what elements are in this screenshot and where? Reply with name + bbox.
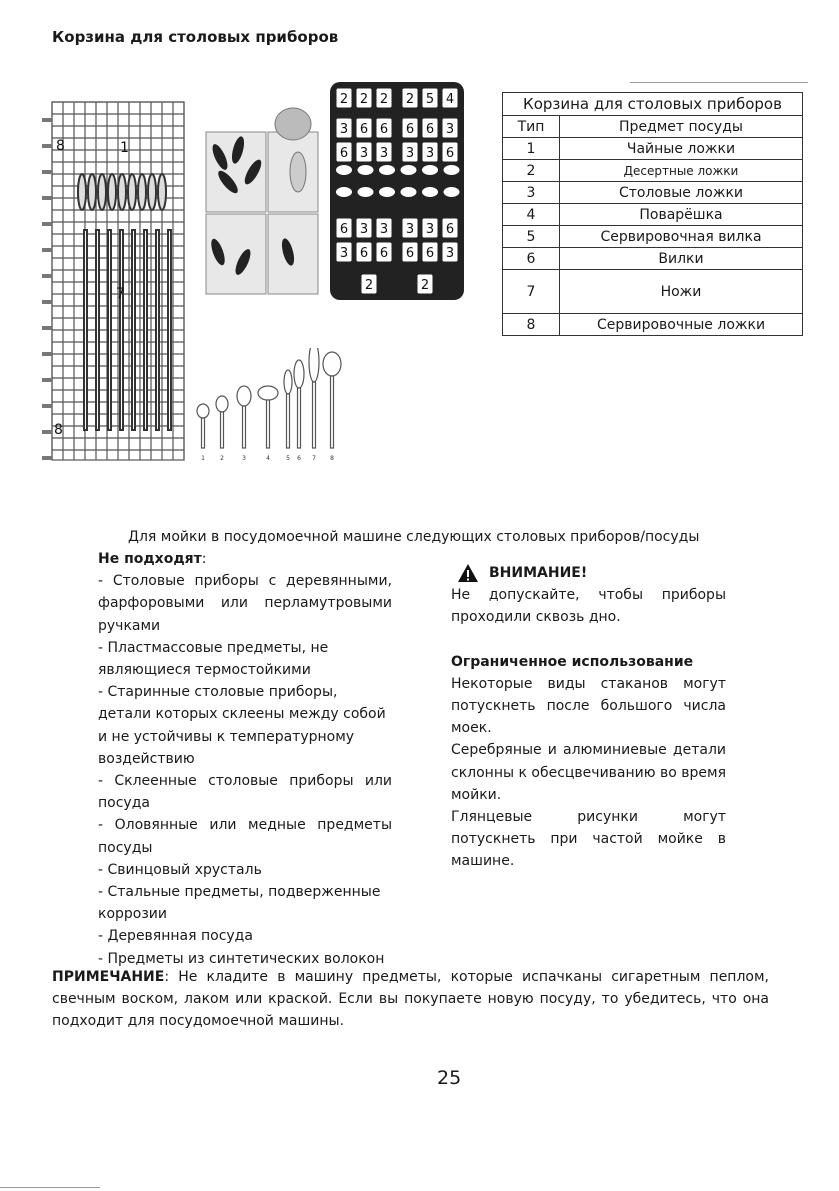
- basket-knife: [132, 230, 135, 430]
- basket-plate: [88, 174, 96, 210]
- basket-plate: [98, 174, 106, 210]
- cutlery-number: 1: [201, 455, 205, 462]
- basket-hook: [42, 378, 52, 382]
- section-title: Корзина для столовых приборов: [52, 28, 339, 46]
- table-row: [503, 270, 803, 314]
- basket-plate: [78, 174, 86, 210]
- limited-use-title: Ограниченное использование: [451, 653, 694, 670]
- heading-colon: :: [201, 551, 207, 567]
- tray-hole: [422, 187, 438, 197]
- tray-slot-label: 3: [379, 222, 389, 237]
- tray-slot-label: 5: [425, 92, 435, 107]
- limited-paragraph: Некоторые виды стаканов могут потускнеть после большого числа моек.: [451, 675, 726, 737]
- cell-type: 5: [503, 226, 560, 248]
- basket-grid-drawing: [40, 100, 190, 465]
- cell-item: Десертные ложки: [560, 160, 803, 182]
- basket-label-7: 7: [116, 286, 125, 302]
- cutlery-number: 3: [242, 455, 246, 462]
- basket-hook: [42, 404, 52, 408]
- cell-item: Чайные ложки: [560, 138, 803, 160]
- basket-label-1: 1: [120, 140, 129, 156]
- list-item: - Старинные столовые приборы, детали которых склеены между собой и не устойчивы к температурному воздействию: [98, 684, 386, 767]
- tray-hole: [379, 187, 395, 197]
- list-item: - Свинцовый хрусталь: [98, 861, 262, 878]
- basket-plate: [128, 174, 136, 210]
- tray-slot-label: 3: [405, 222, 415, 237]
- cutlery-table: [502, 92, 803, 336]
- list-item: - Пластмассовые предметы, не являющиеся термостойкими: [98, 639, 329, 679]
- table-row: [503, 226, 803, 248]
- tray-slot-label: 3: [359, 146, 369, 161]
- tray-slot-label: 6: [379, 246, 389, 261]
- tray-slot-label: 4: [445, 92, 455, 107]
- tray-hole: [444, 187, 460, 197]
- basket-hook: [42, 144, 52, 148]
- basket-knife: [168, 230, 171, 430]
- tray-hole: [401, 187, 417, 197]
- cell-item: Столовые ложки: [560, 182, 803, 204]
- tray-hole: [379, 165, 395, 175]
- tray-hole: [401, 165, 417, 175]
- basket-plate: [158, 174, 166, 210]
- basket-hook: [42, 300, 52, 304]
- cutlery-item: [294, 360, 304, 448]
- basket-illustration: [40, 100, 190, 465]
- tray-slot-label: 6: [445, 222, 455, 237]
- tray-slot-label: 2: [420, 278, 430, 293]
- basket-hook: [42, 196, 52, 200]
- tray-slot-label: 2: [364, 278, 374, 293]
- tray-slot-label: 3: [445, 246, 455, 261]
- tray-slot-label: 6: [359, 246, 369, 261]
- cutlery-types-illustration: [192, 348, 342, 466]
- basket-knife: [84, 230, 87, 430]
- cell-type: 7: [503, 270, 560, 314]
- page-number: 25: [437, 1067, 462, 1089]
- tray-hole: [358, 165, 374, 175]
- tray-slot-label: 2: [339, 92, 349, 107]
- basket-plate: [138, 174, 146, 210]
- cutlery-number: 2: [220, 455, 224, 462]
- basket-hook: [42, 274, 52, 278]
- list-item: - Предметы из синтетических волокон: [98, 950, 385, 967]
- tray-slot-label: 6: [425, 246, 435, 261]
- tray-hole: [444, 165, 460, 175]
- basket-knife: [108, 230, 111, 430]
- table-row: [503, 248, 803, 270]
- cutlery-number: 8: [330, 455, 334, 462]
- basket-hook: [42, 170, 52, 174]
- cell-type: 3: [503, 182, 560, 204]
- cell-type: 8: [503, 314, 560, 336]
- limited-paragraph: Глянцевые рисунки могут потускнеть при частой мойке в машине.: [451, 809, 726, 870]
- cell-item: Сервировочная вилка: [560, 226, 803, 248]
- tray-slot-label: 3: [339, 246, 349, 261]
- list-item: - Столовые приборы с деревянными, фарфоровыми или перламутровыми ручками: [98, 573, 392, 634]
- intro-text: Для мойки в посудомоечной машине следующих столовых приборов/посуды: [128, 529, 700, 545]
- warning-icon: [457, 563, 479, 583]
- not-suitable-list: [98, 548, 392, 970]
- table-row: [503, 138, 803, 160]
- table-row: [503, 182, 803, 204]
- cell-item: Поварёшка: [560, 204, 803, 226]
- list-item: - Деревянная посуда: [98, 928, 253, 945]
- basket-plate: [108, 174, 116, 210]
- table-row: [503, 314, 803, 336]
- cutlery-number: 4: [266, 455, 270, 462]
- tray-slot-label: 6: [339, 222, 349, 237]
- basket-hook: [42, 352, 52, 356]
- tray-slot-label: 3: [405, 146, 415, 161]
- tray-slot-label: 6: [405, 246, 415, 261]
- cell-item: Сервировочные ложки: [560, 314, 803, 336]
- tray-slot-label: 6: [339, 146, 349, 161]
- basket-hook: [42, 248, 52, 252]
- cutlery-number: 5: [286, 455, 290, 462]
- cutlery-number: 6: [297, 455, 301, 462]
- tray-slot-label: 2: [359, 92, 369, 107]
- basket-hook: [42, 456, 52, 460]
- table-row: [503, 204, 803, 226]
- tray-hole: [358, 187, 374, 197]
- not-suitable-heading: Не подходят: [98, 551, 202, 567]
- basket-plate: [118, 174, 126, 210]
- basket-knife: [144, 230, 147, 430]
- tray-slot-label: 6: [379, 122, 389, 137]
- tray-slot-label: 2: [379, 92, 389, 107]
- cutlery-basket-image: [198, 102, 326, 300]
- basket-knife: [120, 230, 123, 430]
- tray-slot-label: 2: [405, 92, 415, 107]
- cutlery-item: [197, 404, 209, 448]
- cell-type: 6: [503, 248, 560, 270]
- tray-slot-label: 3: [425, 146, 435, 161]
- limited-paragraph: Серебряные и алюминиевые детали склонны к обесцвечиванию во время мойки.: [451, 742, 726, 803]
- corner-line: [0, 1187, 100, 1188]
- basket-label-8-top: 8: [56, 138, 65, 154]
- warning-title: ВНИМАНИЕ!: [489, 565, 588, 581]
- divider-line: [630, 82, 808, 83]
- cutlery-item: [216, 396, 228, 448]
- cell-type: 2: [503, 160, 560, 182]
- cutlery-item: [323, 352, 341, 448]
- basket-hook: [42, 326, 52, 330]
- tray-slot-label: 3: [379, 146, 389, 161]
- tray-slot-label: 6: [405, 122, 415, 137]
- basket-plate: [148, 174, 156, 210]
- tray-slot-label: 3: [339, 122, 349, 137]
- tray-slot-label: 6: [445, 146, 455, 161]
- tray-slot-label: 3: [445, 122, 455, 137]
- list-item: - Склеенные столовые приборы или посуда: [98, 773, 392, 812]
- tray-hole: [336, 165, 352, 175]
- table-row: [503, 160, 803, 182]
- list-item: - Оловянные или медные предметы посуды: [98, 817, 392, 856]
- cutlery-item: [237, 386, 251, 448]
- cutlery-item: [309, 348, 319, 448]
- cutlery-item: [284, 370, 292, 448]
- cutlery-item: [258, 386, 278, 448]
- tray-hole: [336, 187, 352, 197]
- tray-slot-label: 3: [425, 222, 435, 237]
- warning-text: Не допускайте, чтобы приборы проходили сквозь дно.: [451, 587, 726, 626]
- tray-slot-label: 3: [359, 222, 369, 237]
- warning-section: [451, 562, 726, 873]
- table-header-type: Тип: [503, 116, 560, 138]
- basket-label-8-bottom: 8: [54, 422, 63, 438]
- tray-hole: [422, 165, 438, 175]
- cutlery-number: 7: [312, 455, 316, 462]
- note-text: : Не кладите в машину предметы, которые испачканы сигаретным пеплом, свечным воском, лаком или краской. Если вы покупаете новую посуду, то убедитесь, что она подходит для посудомоечной машины.: [52, 969, 769, 1030]
- basket-knife: [156, 230, 159, 430]
- tray-slot-label: 6: [359, 122, 369, 137]
- table-header-item: Предмет посуды: [560, 116, 803, 138]
- basket-knife: [96, 230, 99, 430]
- cell-type: 1: [503, 138, 560, 160]
- table-title: Корзина для столовых приборов: [503, 93, 803, 116]
- cell-item: Ножи: [560, 270, 803, 314]
- basket-hook: [42, 222, 52, 226]
- cutlery-tray-diagram: [328, 80, 468, 302]
- note-section: [52, 966, 769, 1033]
- note-label: ПРИМЕЧАНИЕ: [52, 969, 165, 985]
- tray-slot-label: 6: [425, 122, 435, 137]
- list-item: - Стальные предметы, подверженные коррозии: [98, 884, 381, 923]
- basket-hook: [42, 430, 52, 434]
- cell-type: 4: [503, 204, 560, 226]
- basket-hook: [42, 118, 52, 122]
- cell-item: Вилки: [560, 248, 803, 270]
